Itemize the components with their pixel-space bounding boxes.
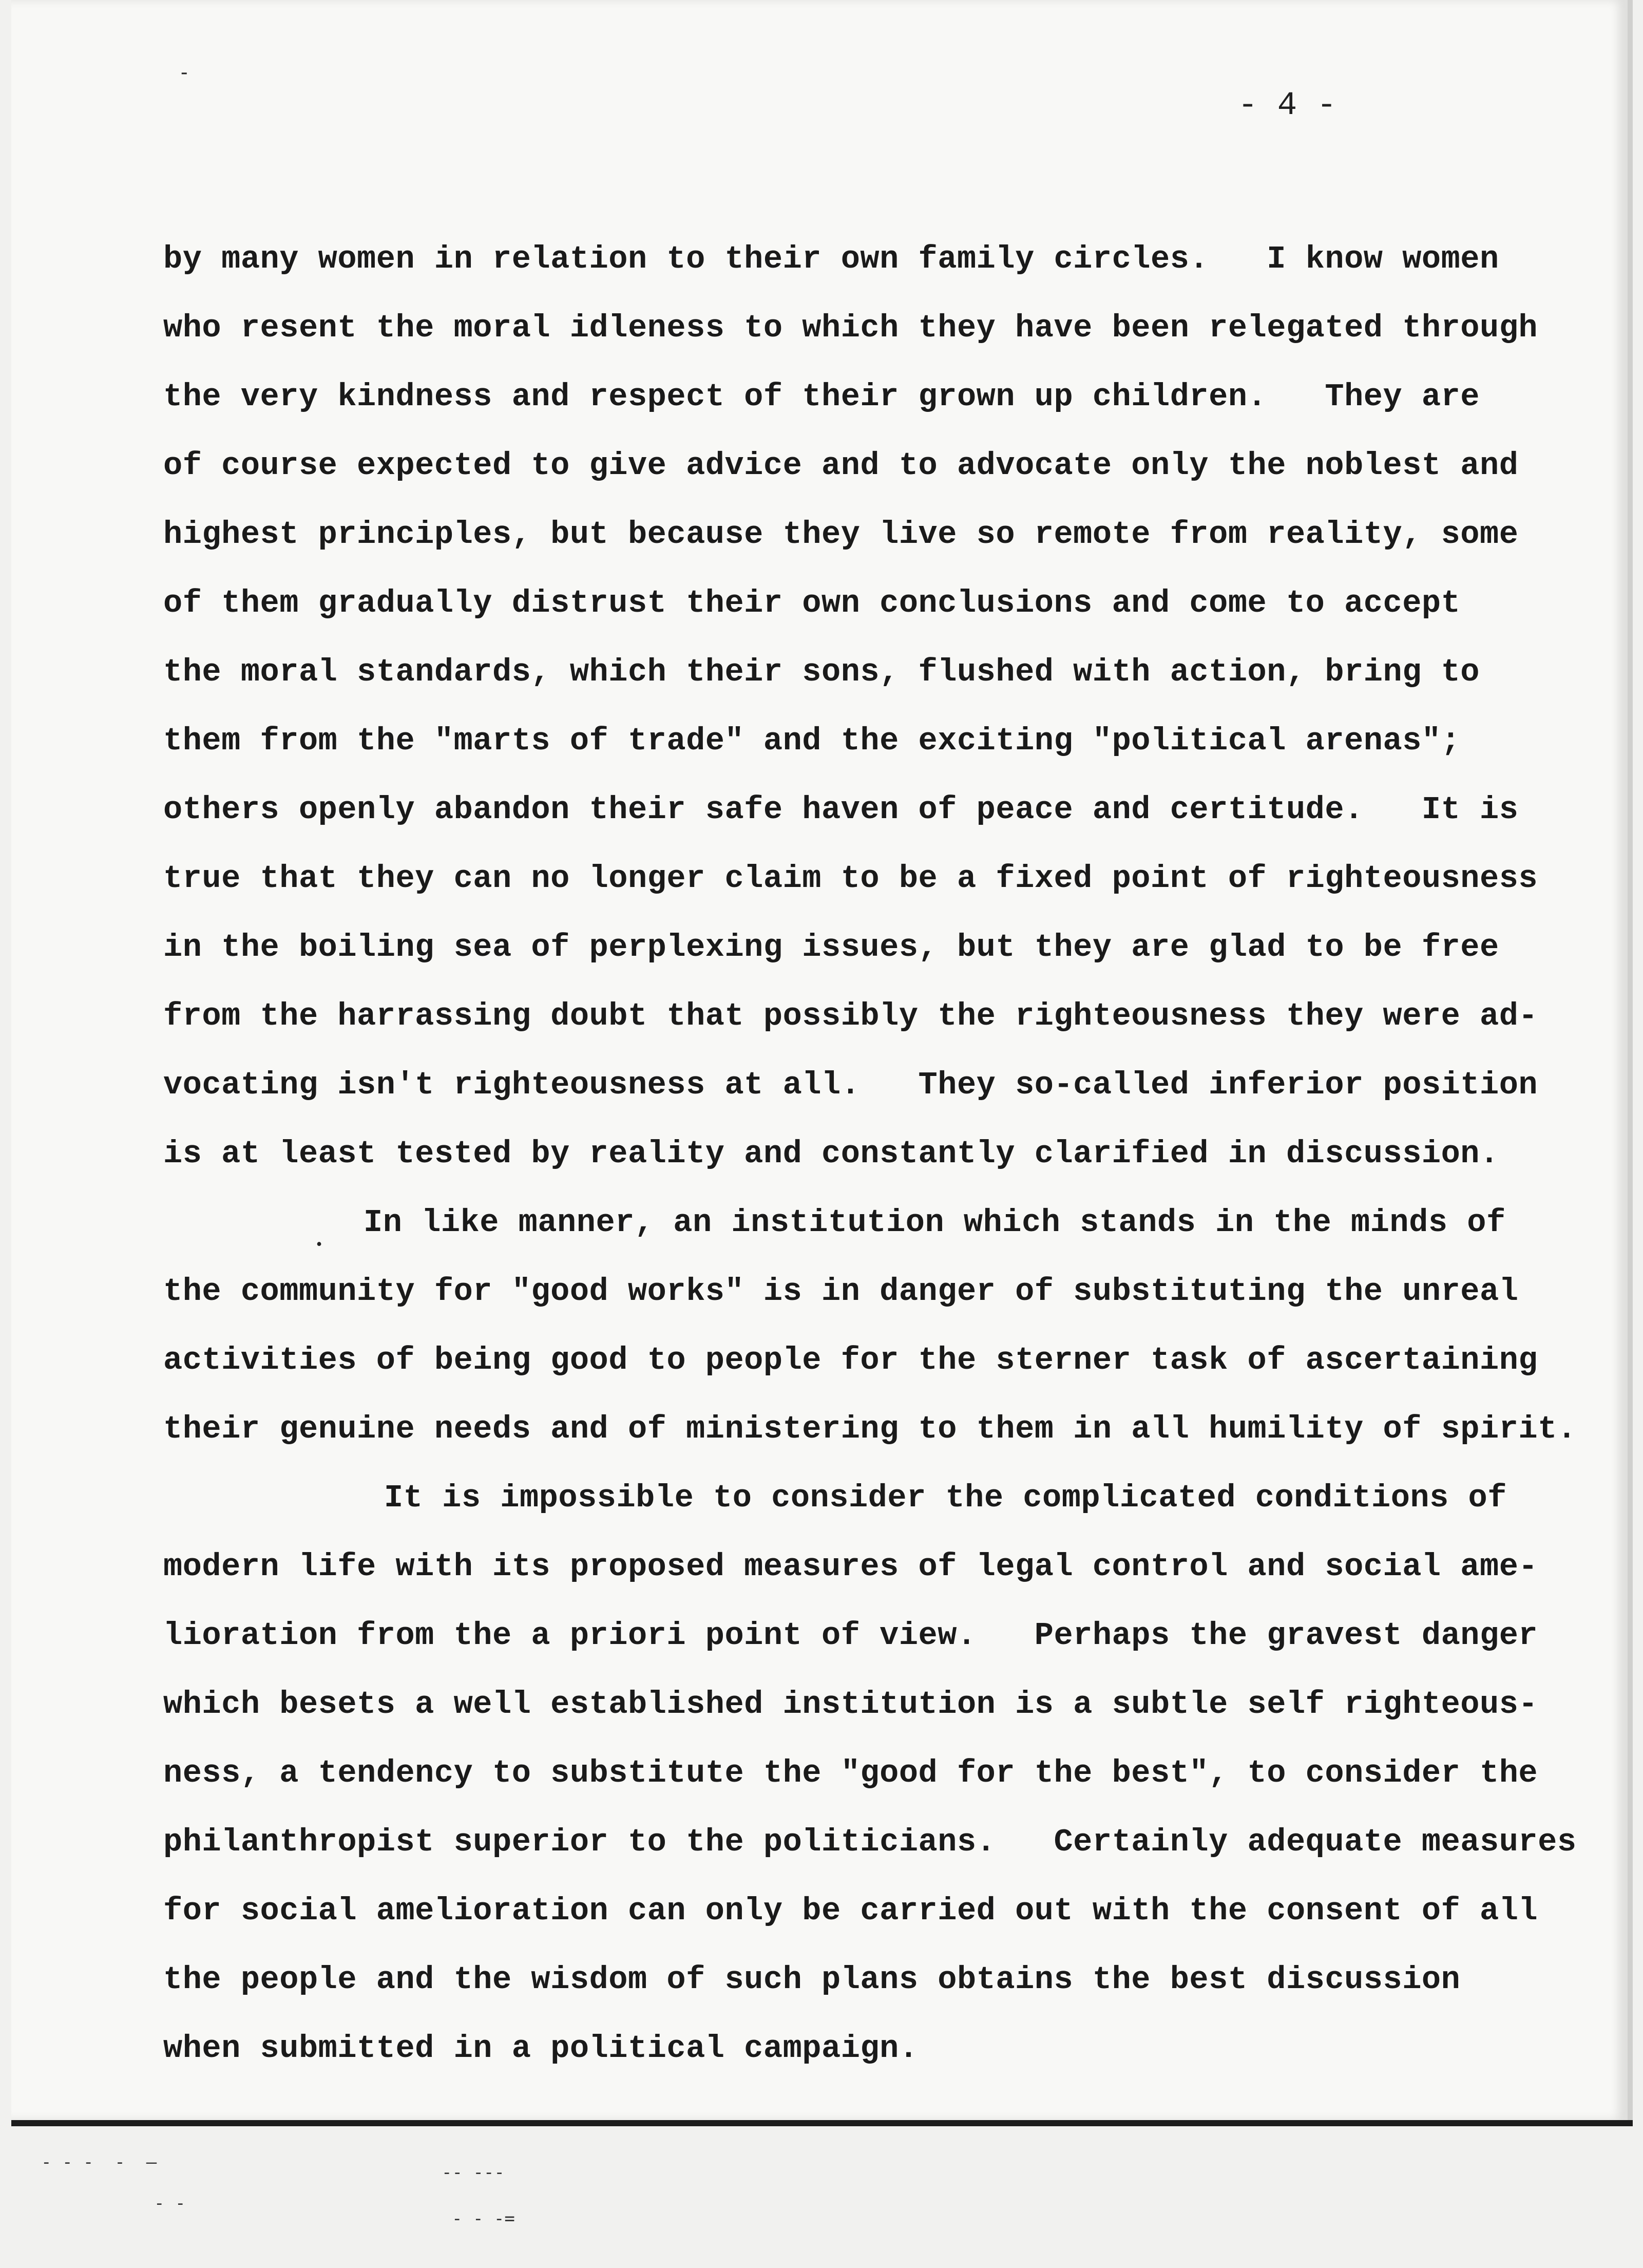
text-line: for social amelioration can only be carried out with the consent of all [163, 1893, 1538, 1929]
text-line: lioration from the a priori point of view. Perhaps the gravest danger [163, 1617, 1538, 1654]
text-line: the moral standards, which their sons, flushed with action, bring to [163, 654, 1480, 690]
scan-noise-mark: -- --- [442, 2162, 505, 2183]
scan-noise-mark: - - -= [452, 2208, 515, 2229]
paragraph-start-line: It is impossible to consider the complicated conditions of [384, 1480, 1507, 1516]
text-line: from the harrassing doubt that possibly the righteousness they were ad- [163, 998, 1538, 1034]
text-line: vocating isn't righteousness at all. They so-called inferior position [163, 1067, 1538, 1103]
text-line: ness, a tendency to substitute the "good for the best", to consider the [163, 1755, 1538, 1791]
text-line: their genuine needs and of ministering to them in all humility of spirit. [163, 1411, 1577, 1447]
text-line: modern life with its proposed measures of legal control and social ame- [163, 1548, 1538, 1585]
text-line: them from the "marts of trade" and the exciting "political arenas"; [163, 723, 1461, 759]
text-line: true that they can no longer claim to be a fixed point of righteousness [163, 860, 1538, 897]
text-line: activities of being good to people for the sterner task of ascertaining [163, 1342, 1538, 1378]
stray-mark: - [181, 61, 188, 84]
typewritten-page [11, 0, 1633, 2120]
text-line: of them gradually distrust their own conclusions and come to accept [163, 585, 1461, 621]
text-line: of course expected to give advice and to advocate only the noblest and [163, 447, 1519, 484]
text-line: when submitted in a political campaign. [163, 2030, 919, 2067]
text-line: the very kindness and respect of their grown up children. They are [163, 379, 1480, 415]
text-line: the people and the wisdom of such plans obtains the best discussion [163, 1961, 1461, 1998]
scan-noise-mark: - - [154, 2193, 186, 2214]
text-line: others openly abandon their safe haven of peace and certitude. It is [163, 791, 1519, 828]
text-line: in the boiling sea of perplexing issues, but they are glad to be free [163, 929, 1499, 966]
page-bottom-edge [11, 2120, 1633, 2126]
text-line: by many women in relation to their own family circles. I know women [163, 241, 1499, 277]
text-line: philanthropist superior to the politicians. Certainly adequate measures [163, 1824, 1577, 1860]
page-number: - 4 - [1237, 87, 1337, 124]
text-line: highest principles, but because they live so remote from reality, some [163, 516, 1519, 553]
body-text [163, 225, 1591, 2083]
scan-noise-mark: - - - - — [41, 2152, 157, 2172]
paragraph-start-line: In like manner, an institution which stands in the minds of [364, 1204, 1506, 1241]
text-line: who resent the moral idleness to which they have been relegated through [163, 310, 1538, 346]
text-line: which besets a well established institution is a subtle self righteous- [163, 1686, 1538, 1723]
stray-mark: . [314, 1217, 324, 1253]
text-line: the community for "good works" is in danger of substituting the unreal [163, 1273, 1519, 1310]
text-line: is at least tested by reality and constantly clarified in discussion. [163, 1136, 1499, 1172]
